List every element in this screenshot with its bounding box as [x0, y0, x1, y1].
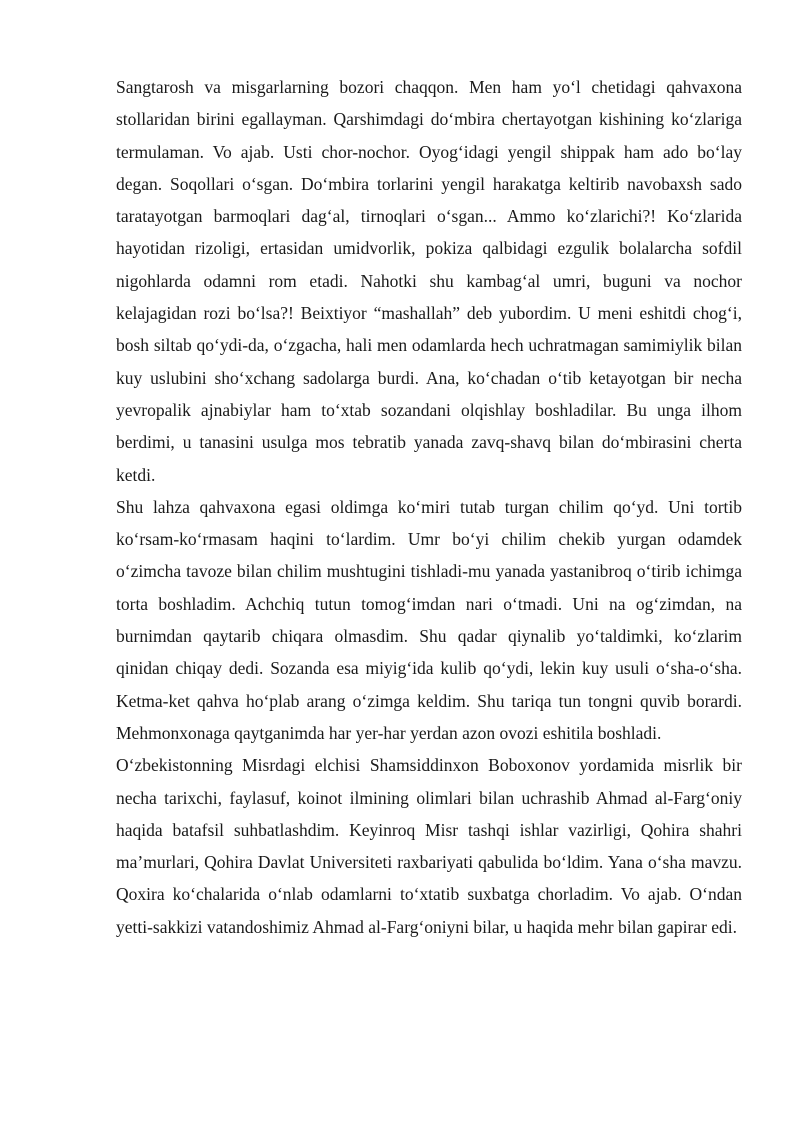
- paragraph-2: Shu lahza qahvaxona egasi oldimga ko‘miri tutab turgan chilim qo‘yd. Uni tortib ko‘rsam-ko‘rmasam haqini to‘lardim. Umr bo‘yi chilim chekib yurgan odamdek o‘zimcha tavoze bilan chilim mushtugini tishladi-mu yanada yastanibroq o‘tirib ichimga torta boshladim. Achchiq tutun tomog‘imdan nari o‘tmadi. Uni na og‘zimdan, na burnimdan qaytarib chiqara olmasdim. Shu qadar qiynalib yo‘taldimki, ko‘zlarim qinidan chiqay dedi. Sozanda esa miyig‘ida kulib qo‘ydi, lekin kuy usuli o‘sha-o‘sha. Ketma-ket qahva ho‘plab arang o‘zimga keldim. Shu tariqa tun tongni quvib borardi. Mehmonxonaga qaytganimda har yer-har yerdan azon ovozi eshitila boshladi.: [116, 496, 742, 743]
- paragraph-3: O‘zbekistonning Misrdagi elchisi Shamsiddinxon Boboxonov yordamida misrlik bir necha tarixchi, faylasuf, koinot ilmining olimlari bilan uchrashib Ahmad al-Farg‘oniy haqida batafsil suhbatlashdim. Keyinroq Misr tashqi ishlar vazirligi, Qohira shahri ma’murlari, Qohira Davlat Universiteti raxbariyati qabulida bo‘ldim. Yana o‘sha mavzu. Qoxira ko‘chalarida o‘nlab odamlarni to‘xtatib suxbatga chorladim. Vo ajab. O‘ndan yetti-sakkizi vatandoshimiz Ahmad al-Farg‘oniyni bilar, u haqida mehr bilan gapirar edi.: [116, 755, 742, 937]
- paragraph-1: Sangtarosh va misgarlarning bozori chaqqon. Men ham yo‘l chetidagi qahvaxona stollaridan birini egallayman. Qarshimdagi do‘mbira chertayotgan kishining ko‘zlariga termulaman. Vo ajab. Usti chor-nochor. Oyog‘idagi yengil shippak ham ado bo‘lay degan. Soqollari o‘sgan. Do‘mbira torlarini yengil harakatga keltirib navobaxsh sado taratayotgan barmoqlari dag‘al, tirnoqlari o‘sgan... Ammo ko‘zlarichi?! Ko‘zlarida hayotidan rizoligi, ertasidan umidvorlik, pokiza qalbidagi ezgulik bolalarcha sofdil nigohlarda odamni rom etadi. Nahotki shu kambag‘al umri, buguni va nochor kelajagidan rozi bo‘lsa?! Beixtiyor “mashallah” deb yubordim. U meni eshitdi chog‘i, bosh siltab qo‘ydi-da, o‘zgacha, hali men odamlarda hech uchratmagan samimiylik bilan kuy uslubini sho‘xchang sadolarga burdi. Ana, ko‘chadan o‘tib ketayotgan bir necha yevropalik ajnabiylar ham to‘xtab sozandani olqishlay boshladilar. Bu unga ilhom berdimi, u tanasini usulga mos tebratib yanada zavq-shavq bilan do‘mbirasini cherta ketdi.: [116, 77, 742, 485]
- document-body: [116, 71, 742, 943]
